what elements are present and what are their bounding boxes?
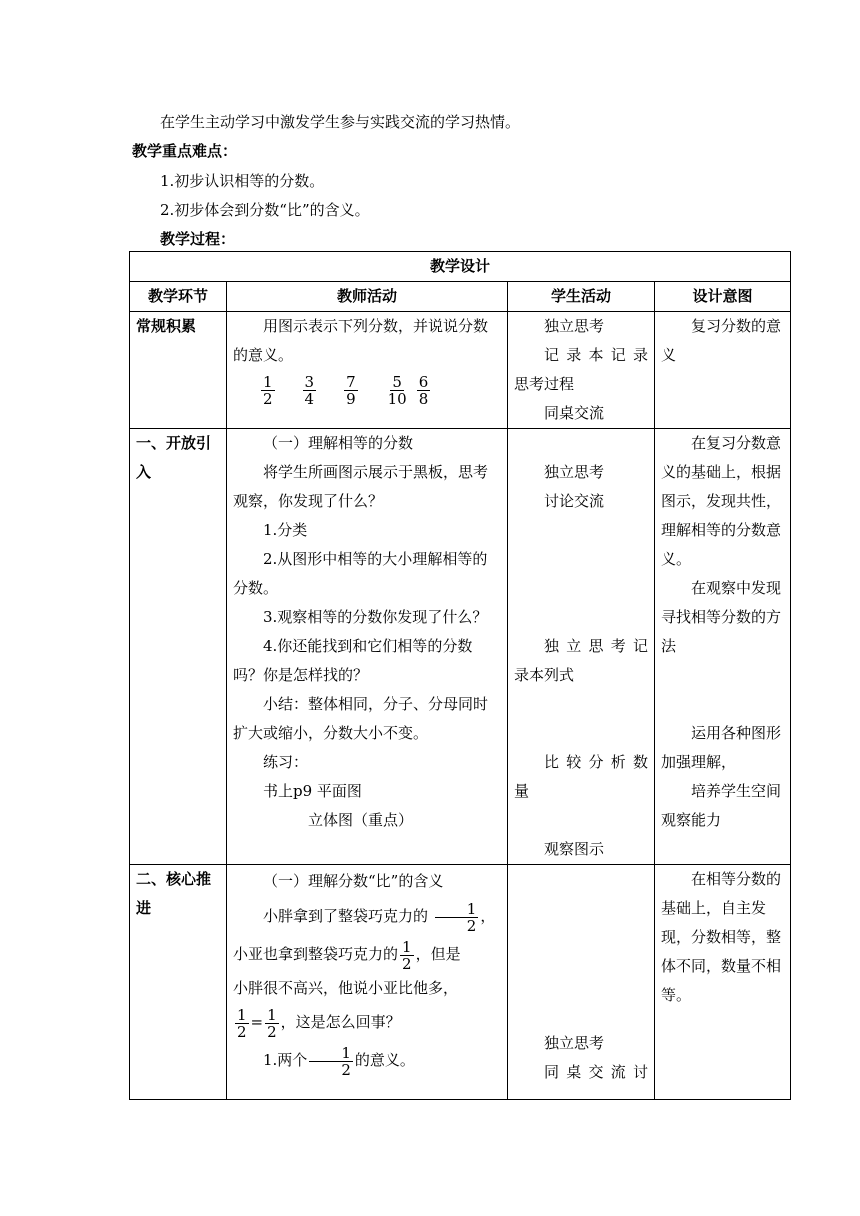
teacher-summary: 小结：整体相同，分子、分母同时扩大或缩小，分数大小不变。 bbox=[233, 695, 489, 742]
teacher-item: 4.你还能找到和它们相等的分数吗？你是怎样找的？ bbox=[233, 637, 473, 684]
key-points-heading: 教学重点难点： bbox=[132, 142, 238, 160]
student-cell-routine bbox=[508, 312, 655, 429]
fraction: $\frac{3}{4}$ bbox=[304, 373, 315, 408]
fraction-half: $\frac{1}{2}$ bbox=[402, 937, 412, 973]
student-activity: 独立思考 bbox=[544, 317, 605, 335]
fraction-half: $\frac{1}{2}$ bbox=[435, 901, 479, 934]
header-student: 学生活动 bbox=[508, 282, 655, 312]
sub-heading: （一）理解分数“比”的含义 bbox=[263, 872, 444, 890]
design-intent: 在相等分数的基础上，自主发现，分数相等，整体不同，数量不相等。 bbox=[661, 870, 782, 1004]
teacher-cell-routine bbox=[227, 312, 508, 429]
teacher-book: 书上p9 平面图 bbox=[263, 782, 362, 800]
header-teacher: 教师活动 bbox=[227, 282, 508, 312]
teacher-solid: 立体图（重点） bbox=[308, 811, 414, 829]
student-activity: 思考过程 bbox=[514, 375, 575, 393]
header-intent: 设计意图 bbox=[655, 282, 791, 312]
teacher-text: 小胖很不高兴，他说小亚比他多， bbox=[233, 979, 459, 997]
intent-cell-core bbox=[655, 865, 791, 1100]
fraction-half: $\frac{1}{2}$ bbox=[309, 1045, 353, 1078]
table-row bbox=[130, 429, 791, 865]
teacher-text: 将学生所画图示展示于黑板，思考观察，你发现了什么？ bbox=[233, 463, 489, 510]
student-activity: 同桌交流讨 bbox=[544, 1063, 648, 1081]
table-row bbox=[130, 865, 791, 1100]
intent-cell-open-intro bbox=[655, 429, 791, 865]
teacher-item: 1.分类 bbox=[263, 521, 308, 539]
fraction-half: $\frac{1}{2}$ bbox=[237, 1005, 247, 1041]
teacher-cell-core bbox=[227, 865, 508, 1100]
student-activity: 记录本记录 bbox=[544, 346, 648, 364]
teacher-text: $\frac{1}{2}$ = $\frac{1}{2}$ ，这是怎么回事？ bbox=[237, 1005, 401, 1041]
fraction: $\frac{6}{8}$ bbox=[418, 373, 429, 408]
student-activity: 同桌交流 bbox=[544, 404, 605, 422]
teacher-cell-open-intro bbox=[227, 429, 508, 865]
teacher-text: 小胖拿到了整袋巧克力的 $\frac{1}{2}$ ， bbox=[263, 899, 496, 935]
student-activity: 量 bbox=[514, 782, 530, 800]
student-activity: 录本列式 bbox=[514, 666, 575, 684]
intent-cell-routine bbox=[655, 312, 791, 429]
student-activity: 观察图示 bbox=[544, 840, 605, 858]
teacher-text: 小亚也拿到整袋巧克力的 $\frac{1}{2}$ ，但是 bbox=[233, 937, 461, 973]
teacher-item: 2.从图形中相等的大小理解相等的分数。 bbox=[233, 550, 488, 597]
teacher-text: 用图示表示下列分数，并说说分数的意义。 bbox=[233, 317, 489, 364]
fraction: $\frac{7}{9}$ bbox=[346, 373, 356, 408]
header-stage: 教学环节 bbox=[130, 282, 227, 312]
student-activity: 独立思考 bbox=[544, 463, 605, 481]
fraction: $\frac{5}{10}$ bbox=[387, 373, 407, 408]
table-row bbox=[130, 312, 791, 429]
process-heading: 教学过程： bbox=[160, 230, 236, 248]
lesson-design-table bbox=[129, 251, 791, 1100]
student-activity: 独立思考记 bbox=[544, 637, 648, 655]
design-intent: 培养学生空间观察能力 bbox=[661, 782, 782, 829]
teacher-item: 1.两个 $\frac{1}{2}$ 的意义。 bbox=[263, 1043, 415, 1079]
table-title: 教学设计 bbox=[130, 252, 791, 282]
fraction-half: $\frac{1}{2}$ bbox=[267, 1005, 277, 1041]
student-activity: 讨论交流 bbox=[544, 492, 605, 510]
student-activity: 比较分析数 bbox=[544, 753, 648, 771]
key-point-2: 2.初步体会到分数“比”的含义。 bbox=[160, 201, 370, 219]
stage-routine: 常规积累 bbox=[130, 312, 227, 429]
teacher-item: 3.观察相等的分数你发现了什么？ bbox=[263, 608, 488, 626]
student-activity: 独立思考 bbox=[544, 1034, 605, 1052]
fraction-list bbox=[233, 374, 501, 407]
design-intent: 复习分数的意义 bbox=[661, 317, 782, 364]
design-intent: 在观察中发现寻找相等分数的方法 bbox=[661, 579, 782, 655]
student-cell-open-intro bbox=[508, 429, 655, 865]
teacher-exercise: 练习： bbox=[263, 753, 309, 771]
fraction: $\frac{1}{2}$ bbox=[263, 373, 273, 408]
student-cell-core bbox=[508, 865, 655, 1100]
key-point-1: 1.初步认识相等的分数。 bbox=[160, 172, 325, 190]
sub-heading: （一）理解相等的分数 bbox=[263, 434, 414, 452]
design-intent: 运用各种图形加强理解， bbox=[661, 724, 782, 771]
design-intent: 在复习分数意义的基础上，根据图示，发现共性，理解相等的分数意义。 bbox=[661, 434, 782, 568]
stage-core: 二、核心推 进 bbox=[130, 865, 227, 1100]
goal-line: 在学生主动学习中激发学生参与实践交流的学习热情。 bbox=[160, 113, 521, 131]
stage-open-intro: 一、开放引 入 bbox=[130, 429, 227, 865]
